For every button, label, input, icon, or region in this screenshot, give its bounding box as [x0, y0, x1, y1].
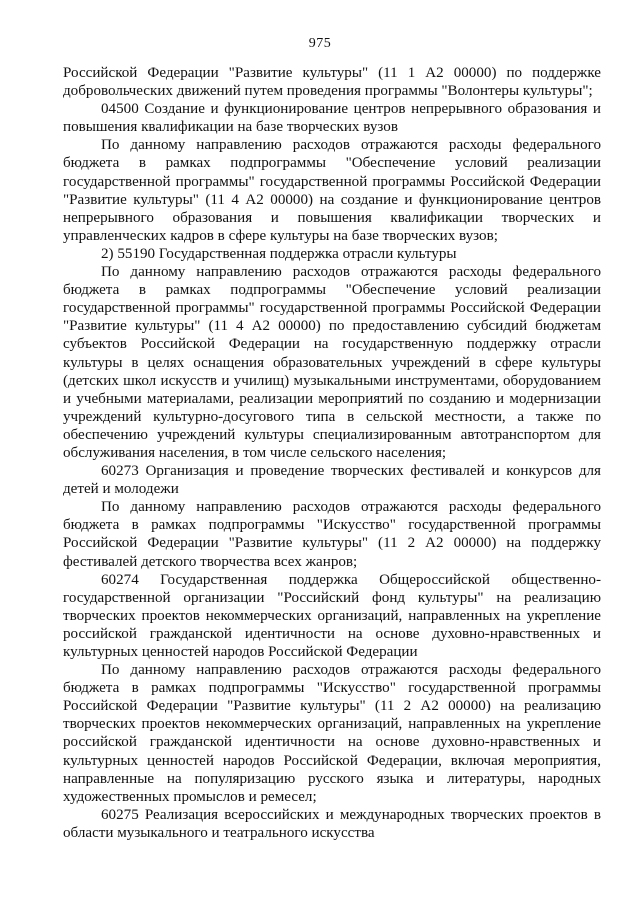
paragraph: Российской Федерации "Развитие культуры" (11 1 А2 00000) по поддержке добровольческих движений путем проведения программы "Волонтеры культуры";	[63, 65, 601, 100]
paragraph: По данному направлению расходов отражаются расходы федерального бюджета в рамках подпрограммы "Обеспечение условий реализации государственной программы" государственной программы Российской Федерации "Развитие культуры" (11 4 А2 00000) на создание и функционирование центров непрерывного образования и повышения квалификации творческих и управленческих кадров в сфере культуры на базе творческих вузов;	[63, 137, 601, 244]
page-number: 975	[308, 36, 332, 51]
section-heading: 60275 Реализация всероссийских и международных творческих проектов в области музыкального и театрального искусства	[63, 806, 601, 841]
paragraph: По данному направлению расходов отражаются расходы федерального бюджета в рамках подпрограммы "Обеспечение условий реализации государственной программы" государственной программы Российской Федерации "Развитие культуры" (11 4 А2 00000) по предоставлению субсидий бюджетам субъектов Российской Федерации на государственную поддержку отрасли культуры в целях оснащения образовательных учреждений в сфере культуры (детских школ искусств и училищ) музыкальными инструментами, оборудованием и учебными материалами, реализации мероприятий по созданию и модернизации учреждений культурно-досугового типа в сельской местности, а также по обеспечению учреждений культуры специализированным автотранспортом для обслуживания населения, в том числе сельского населения;	[63, 264, 601, 461]
document-body	[63, 64, 601, 842]
section-heading: 04500 Создание и функционирование центров непрерывного образования и повышения квалификации на базе творческих вузов	[63, 101, 601, 136]
section-heading: 60273 Организация и проведение творческих фестивалей и конкурсов для детей и молодежи	[63, 463, 601, 498]
paragraph: По данному направлению расходов отражаются расходы федерального бюджета в рамках подпрограммы "Искусство" государственной программы Российской Федерации "Развитие культуры" (11 2 А2 00000) на реализацию творческих проектов некоммерческих организаций, направленных на укрепление российской гражданской идентичности на основе духовно-нравственных и культурных ценностей народов Российской Федерации, включая мероприятия, направленные на популяризацию русского языка и литературы, народных художественных промыслов и ремесел;	[63, 662, 601, 805]
section-heading: 60274 Государственная поддержка Общероссийской общественно-государственной организации "Российский фонд культуры" на реализацию творческих проектов некоммерческих организаций, направленных на укрепление российской гражданской идентичности на основе духовно-нравственных и культурных ценностей народов Российской Федерации	[63, 571, 601, 660]
section-heading: 2) 55190 Государственная поддержка отрасли культуры	[101, 245, 457, 262]
paragraph: По данному направлению расходов отражаются расходы федерального бюджета в рамках подпрограммы "Искусство" государственной программы Российской Федерации "Развитие культуры" (11 2 А2 00000) на поддержку фестивалей детского творчества всех жанров;	[63, 499, 601, 570]
